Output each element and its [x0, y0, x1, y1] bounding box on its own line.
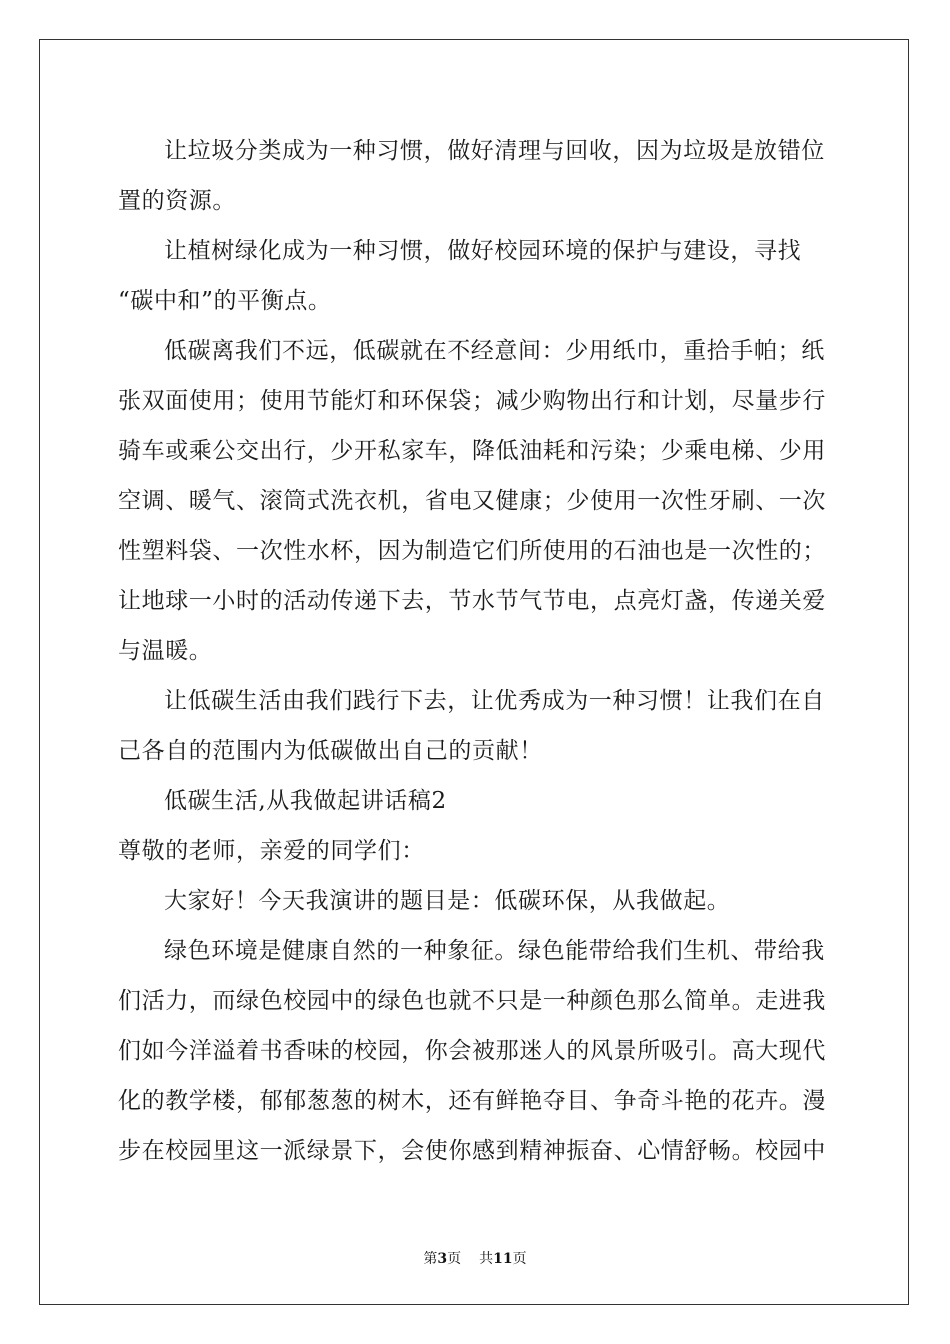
text-line: 让低碳生活由我们践行下去，让优秀成为一种习惯！让我们在自: [164, 688, 825, 714]
paragraph: [118, 128, 834, 228]
text-line: 尊敬的老师，亲爱的同学们：: [118, 838, 425, 864]
text-line: 让植树绿化成为一种习惯，做好校园环境的保护与建设，寻找: [164, 238, 802, 264]
document-body: [118, 128, 834, 1178]
footer-page-suffix: 页: [447, 1251, 462, 1267]
text-line: 低碳生活,从我做起讲话稿2: [164, 788, 447, 814]
text-line: 绿色环境是健康自然的一种象征。绿色能带给我们生机、带给我: [164, 938, 825, 964]
text-line: 化的教学楼，郁郁葱葱的树木，还有鲜艳夺目、争奇斗艳的花卉。漫: [118, 1088, 826, 1114]
paragraph: [118, 878, 834, 928]
text-line: 骑车或乘公交出行，少开私家车，降低油耗和污染；少乘电梯、少用: [118, 438, 826, 464]
text-line: 与温暖。: [118, 638, 213, 664]
footer-total-number: 11: [493, 1251, 513, 1267]
footer-page-prefix: 第: [423, 1251, 438, 1267]
paragraph: [118, 678, 834, 778]
text-line: 们活力，而绿色校园中的绿色也就不只是一种颜色那么简单。走进我: [118, 988, 826, 1014]
page-footer: [0, 1248, 950, 1268]
text-line: 空调、暖气、滚筒式洗衣机，省电又健康；少使用一次性牙刷、一次: [118, 488, 826, 514]
text-line: 们如今洋溢着书香味的校园，你会被那迷人的风景所吸引。高大现代: [118, 1038, 826, 1064]
text-line: 己各自的范围内为低碳做出自己的贡献！: [118, 738, 543, 764]
text-line: 张双面使用；使用节能灯和环保袋；减少购物出行和计划，尽量步行: [118, 388, 826, 414]
text-line: 让地球一小时的活动传递下去，节水节气节电，点亮灯盏，传递关爱: [118, 588, 826, 614]
text-line: 置的资源。: [118, 188, 236, 214]
text-line: 性塑料袋、一次性水杯，因为制造它们所使用的石油也是一次性的；: [118, 538, 826, 564]
text-line: “碳中和”的平衡点。: [118, 288, 332, 314]
text-line: 步在校园里这一派绿景下，会使你感到精神振奋、心情舒畅。校园中: [118, 1138, 826, 1164]
paragraph: [118, 228, 834, 328]
text-line: 低碳离我们不远，低碳就在不经意间：少用纸巾，重拾手帕；纸: [164, 338, 825, 364]
paragraph: [118, 928, 834, 1178]
paragraph: [118, 778, 834, 828]
text-line: 让垃圾分类成为一种习惯，做好清理与回收，因为垃圾是放错位: [164, 138, 825, 164]
text-line: 大家好！今天我演讲的题目是：低碳环保，从我做起。: [164, 888, 731, 914]
footer-total-prefix: 共: [479, 1251, 494, 1267]
footer-total-suffix: 页: [512, 1251, 527, 1267]
footer-page-number: 3: [437, 1251, 448, 1267]
paragraph: [118, 828, 834, 878]
paragraph: [118, 328, 834, 678]
